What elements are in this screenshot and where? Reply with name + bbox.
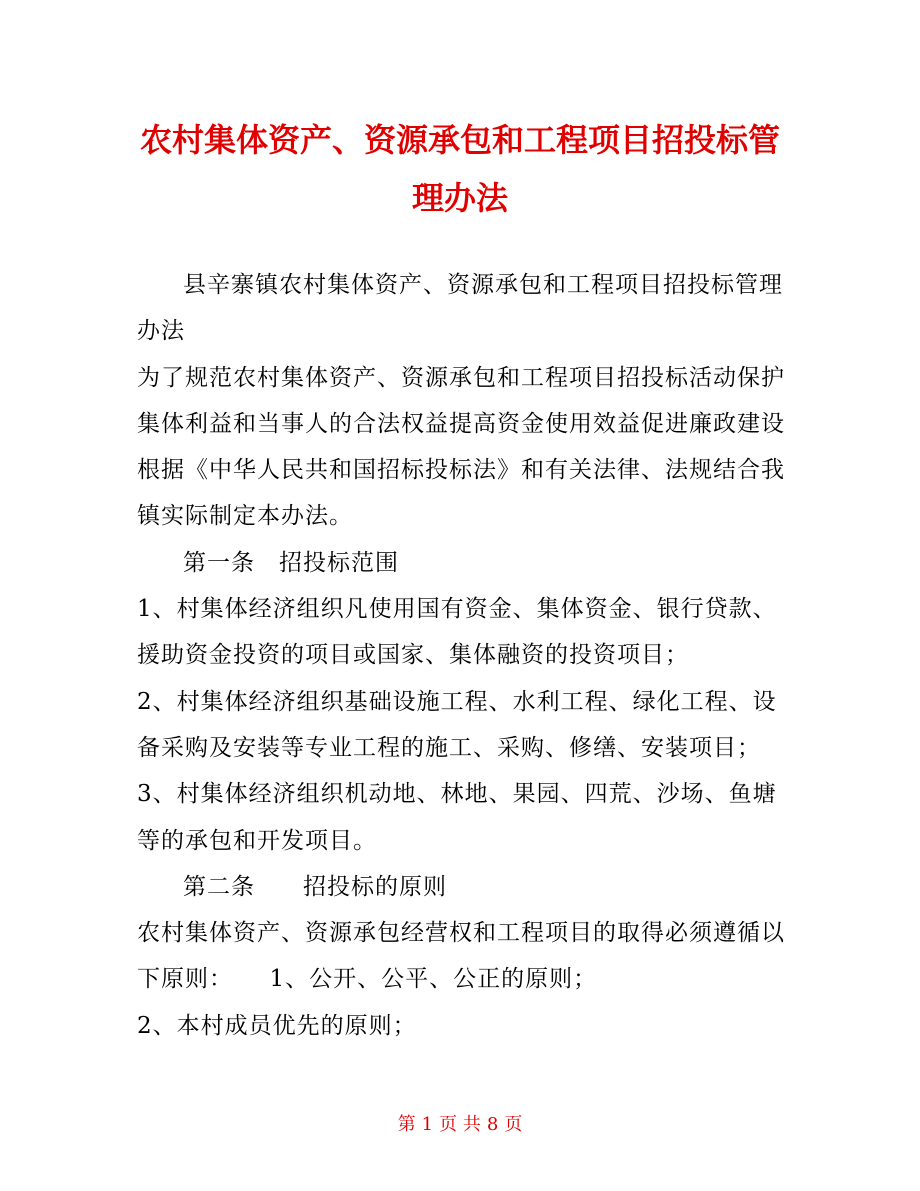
article-2-heading: 第二条 招投标的原则 [183, 873, 447, 900]
article-1-heading: 第一条 招投标范围 [183, 549, 399, 576]
article-2-item-2: 2、本村成员优先的原则； [137, 1012, 417, 1039]
document-title [120, 111, 800, 227]
footer-middle: 页 共 [439, 1114, 481, 1135]
document-body [137, 262, 797, 1049]
footer-total-pages: 8 [486, 1114, 499, 1135]
article-1-item-3: 3、村集体经济组织机动地、林地、果园、四荒、沙场、鱼塘等的承包和开发项目。 [137, 781, 777, 854]
footer-page-number: 1 [421, 1114, 434, 1135]
paragraph-preamble: 为了规范农村集体资产、资源承包和工程项目招投标活动保护集体利益和当事人的合法权益提高资金使用效益促进廉政建设根据《中华人民共和国招标投标法》和有关法律、法规结合我镇实际制定本办法。 [137, 364, 785, 530]
page-footer [0, 1113, 920, 1137]
footer-prefix: 第 [397, 1114, 416, 1135]
article-1-item-1: 1、村集体经济组织凡使用国有资金、集体资金、银行贷款、援助资金投资的项目或国家、集体融资的投资项目； [137, 596, 777, 669]
footer-suffix: 页 [504, 1114, 523, 1135]
title-line-2: 理办法 [411, 179, 508, 217]
article-1-item-2: 2、村集体经济组织基础设施工程、水利工程、绿化工程、设备采购及安装等专业工程的施工、采购、修缮、安装项目； [137, 688, 777, 761]
paragraph-subtitle: 县辛寨镇农村集体资产、资源承包和工程项目招投标管理办法 [137, 272, 783, 345]
title-line-1: 农村集体资产、资源承包和工程项目招投标管 [139, 121, 780, 159]
article-2-intro: 农村集体资产、资源承包经营权和工程项目的取得必须遵循以下原则： 1、公开、公平、公正的原则； [137, 920, 785, 993]
